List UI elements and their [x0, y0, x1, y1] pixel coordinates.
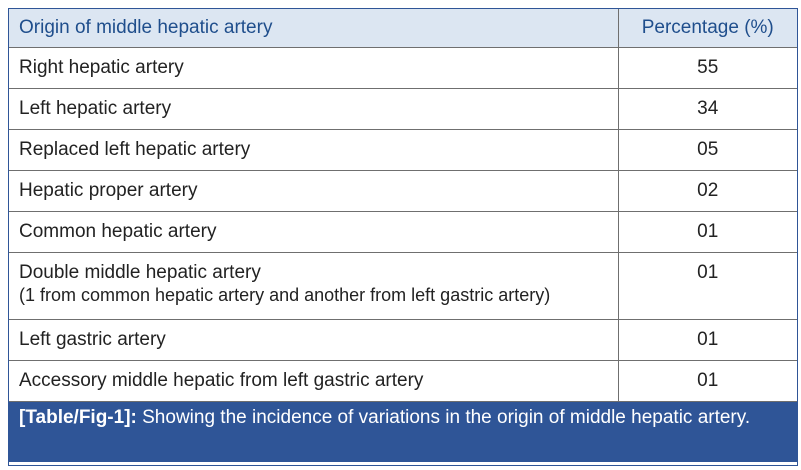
- caption-text: Showing the incidence of variations in the origin of middle hepatic artery.: [136, 406, 751, 428]
- percentage-cell: 01: [618, 252, 797, 319]
- header-percentage: Percentage (%): [618, 9, 797, 47]
- origin-main-text: Double middle hepatic artery: [19, 261, 261, 283]
- table-caption: [9, 402, 797, 462]
- caption-label: [Table/Fig-1]:: [19, 406, 137, 428]
- percentage-cell: 34: [618, 88, 797, 129]
- header-row: [9, 9, 797, 47]
- hepatic-artery-table: [9, 9, 797, 402]
- origin-cell: Hepatic proper artery: [9, 170, 618, 211]
- origin-cell: Replaced left hepatic artery: [9, 129, 618, 170]
- table-header: [9, 9, 797, 47]
- percentage-cell: 01: [618, 360, 797, 401]
- table-row: [9, 129, 797, 170]
- origin-cell: Right hepatic artery: [9, 47, 618, 88]
- table-row: [9, 360, 797, 401]
- table-figure: [8, 8, 798, 466]
- table-row: [9, 319, 797, 360]
- origin-cell: Common hepatic artery: [9, 211, 618, 252]
- table-row: [9, 47, 797, 88]
- percentage-cell: 02: [618, 170, 797, 211]
- percentage-cell: 01: [618, 319, 797, 360]
- percentage-cell: 01: [618, 211, 797, 252]
- origin-cell: Left hepatic artery: [9, 88, 618, 129]
- table-row: [9, 211, 797, 252]
- origin-cell: Left gastric artery: [9, 319, 618, 360]
- percentage-cell: 05: [618, 129, 797, 170]
- table-row: [9, 88, 797, 129]
- percentage-cell: 55: [618, 47, 797, 88]
- table-row: [9, 170, 797, 211]
- origin-sub-text: (1 from common hepatic artery and another from left gastric artery): [19, 284, 551, 305]
- table-row: [9, 252, 797, 319]
- header-origin: Origin of middle hepatic artery: [9, 9, 618, 47]
- origin-cell: [9, 252, 618, 319]
- table-body: [9, 47, 797, 401]
- origin-cell: Accessory middle hepatic from left gastric artery: [9, 360, 618, 401]
